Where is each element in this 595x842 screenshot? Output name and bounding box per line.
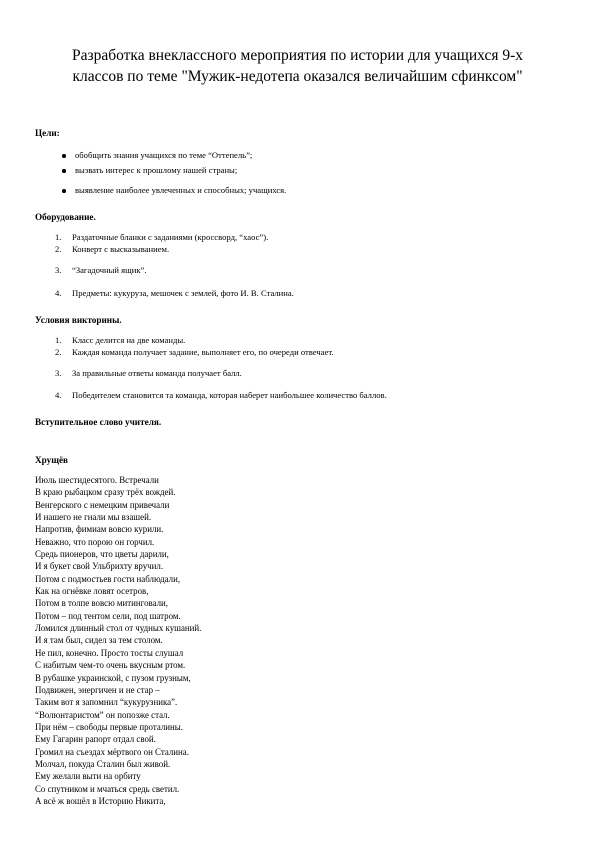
item-text: “Загадочный ящик”. [72,265,147,275]
conditions-heading: Условия викторины. [35,315,122,325]
bullet-icon [62,154,66,158]
item-text: Раздаточные бланки с заданиями (кроссворд, “хаос”). [72,232,269,242]
item-number: 3. [55,368,62,378]
poem-line: Потом – под тентом сели, под шатром. [35,610,181,621]
goal-text: вызвать интерес к прошлому нашей страны; [75,165,238,175]
item-number: 1. [55,335,62,345]
poem-line: А всё ж вошёл в Историю Никита, [35,795,166,806]
poem-line: Как на огнёвке ловят осетров, [35,586,149,597]
poem-line: Средь пионеров, что цветы дарили, [35,549,169,560]
poem-heading: Хрущёв [35,455,69,465]
bullet-icon [62,189,66,193]
item-text: За правильные ответы команда получает балл. [72,368,242,378]
item-number: 4. [55,390,62,400]
goals-heading: Цели: [35,128,60,138]
document-title [40,45,555,87]
poem-line: Потом с подмостьев гости наблюдали, [35,573,181,584]
poem-line: И я там был, сидел за тем столом. [35,635,163,646]
poem-line: Молчал, покуда Сталин был живой. [35,758,171,769]
title-line-2: классов по теме "Мужик-недотепа оказался величайшим сфинксом" [72,68,523,85]
item-number: 3. [55,265,62,275]
poem-line: И нашего не гнали мы взашей. [35,512,152,523]
poem-line: Ему Гагарин рапорт отдал свой. [35,734,156,745]
item-text: Каждая команда получает задание, выполняет его, по очереди отвечает. [72,347,334,357]
poem-line: Неважно, что порою он горчил. [35,536,155,547]
poem-line: Потом в толпе вовсю митинговали, [35,598,169,609]
item-number: 1. [55,232,62,242]
poem-line: В рубашке украинской, с пузом грузным, [35,672,191,683]
equipment-heading: Оборудование. [35,212,96,222]
poem-line: Ломился длинный стол от чудных кушаний. [35,623,202,634]
poem-line: Ему желали выти на орбиту [35,771,141,782]
poem-line: Подвижен, энергичен и не стар – [35,684,160,695]
poem-line: Громил на съездах мёртвого он Сталина. [35,746,189,757]
bullet-icon [62,169,66,173]
poem-line: Со спутником и мчаться средь светил. [35,783,180,794]
poem-line: Венгерского с немецким привечали [35,499,170,510]
item-text: Предметы: кукуруза, мешочек с землей, фото И. В. Сталина. [72,288,294,298]
poem-line: В краю рыбацком сразу трёх вождей. [35,487,176,498]
poem-line: Не пил, конечно. Просто тосты слушал [35,647,184,658]
item-text: Класс делится на две команды. [72,335,186,345]
poem-text [35,474,201,807]
item-text: Конверт с высказыванием. [72,244,170,254]
item-number: 4. [55,288,62,298]
goal-text: выявление наиболее увлеченных и способных; учащихся. [75,185,287,195]
item-number: 2. [55,347,62,357]
poem-line: При нём – свободы первые проталины. [35,721,183,732]
poem-line: С набитым чем-то очень вкусным ртом. [35,660,186,671]
poem-line: Напротив, фимиам вовсю курили. [35,524,164,535]
item-text: Победителем становится та команда, которая наберет наибольшее количество баллов. [72,390,387,400]
goal-text: обобщить знания учащихся по теме “Оттепель”; [75,150,253,160]
poem-line: Июль шестидесятого. Встречали [35,475,159,485]
poem-line: “Волюнтаристом” он попозже стал. [35,709,170,720]
poem-line: Таким вот я запомнил “кукурузника”. [35,697,178,708]
title-line-1: Разработка внеклассного мероприятия по истории для учащихся 9-х [71,47,524,64]
poem-line: И я букет свой Ульбрихту вручил. [35,561,164,572]
intro-heading: Вступительное слово учителя. [35,417,162,427]
item-number: 2. [55,244,62,254]
